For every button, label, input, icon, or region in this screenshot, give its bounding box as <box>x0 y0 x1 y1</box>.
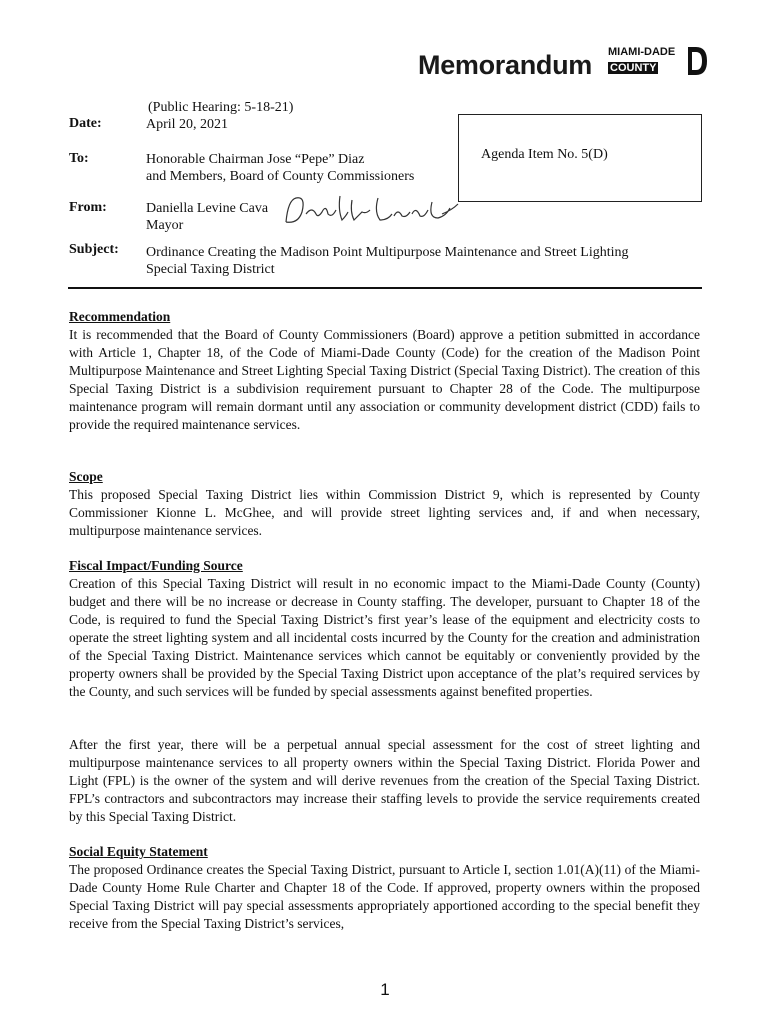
logo-line2: COUNTY <box>610 62 657 74</box>
logo-line1: MIAMI-DADE <box>608 46 676 58</box>
subject-label: Subject: <box>69 242 119 257</box>
fiscal-heading: Fiscal Impact/Funding Source <box>69 558 243 573</box>
logo-shape-icon <box>686 46 708 76</box>
recommendation-heading: Recommendation <box>69 309 171 324</box>
date-label: Date: <box>69 116 102 131</box>
to-label: To: <box>69 151 89 166</box>
signature <box>282 190 462 230</box>
county-logo <box>608 46 704 76</box>
section-recommendation <box>69 308 700 434</box>
to-line1: Honorable Chairman Jose “Pepe” Diaz <box>146 152 365 167</box>
subject-line2: Special Taxing District <box>146 262 275 277</box>
from-line1: Daniella Levine Cava <box>146 201 269 216</box>
fiscal-text-1: Creation of this Special Taxing District will result in no economic impact to the Miami-Dade County (County) budget and there will be no increase or decrease in County staffing. The developer, pursuant to Chapter 18 of the Code, is required to fund the Special Taxing District’s first year’s lease of the equipment and electricity costs to operate the street lighting system and all incidental costs incurred by the County for the creation and administration of the Special Taxing District. Maintenance services which cannot be equitably or conveniently provided by the property owners shall be provided by the Special Taxing District upon acceptance of the plat’s required services by the County, and such services will be funded by special assessments against benefited properties. <box>69 576 700 699</box>
to-line2: and Members, Board of County Commissioners <box>146 169 415 184</box>
fiscal-text-2: After the first year, there will be a perpetual annual special assessment for the cost of street lighting and multipurpose maintenance services to all property owners within the Special Taxing District. Florida Power and Light (FPL) is the owner of the system and will derive revenues from the creation of the Special Taxing District. FPL’s contractors and subcontractors may increase their staffing levels to provide the service requirements created by this Special Taxing District. <box>69 737 700 824</box>
from-label: From: <box>69 200 107 215</box>
date-value: April 20, 2021 <box>146 117 229 132</box>
section-fiscal-cont <box>69 736 700 826</box>
scope-text: This proposed Special Taxing District lies within Commission District 9, which is represented by County Commissioner Kionne L. McGhee, and will provide street lighting services and, if and when necessary, multipurpose maintenance services. <box>69 487 700 538</box>
from-line2: Mayor <box>146 218 184 233</box>
agenda-item-box <box>458 114 702 202</box>
memo-title: Memorandum <box>418 50 593 80</box>
header-divider <box>68 287 702 289</box>
agenda-item-text: Agenda Item No. 5(D) <box>481 147 608 162</box>
date-note: (Public Hearing: 5-18-21) <box>148 100 294 115</box>
section-equity <box>69 843 700 933</box>
signature-icon <box>282 190 462 230</box>
equity-heading: Social Equity Statement <box>69 844 208 859</box>
subject-line1: Ordinance Creating the Madison Point Multipurpose Maintenance and Street Lighting <box>146 245 629 260</box>
section-scope <box>69 468 700 540</box>
scope-heading: Scope <box>69 469 103 484</box>
recommendation-text: It is recommended that the Board of County Commissioners (Board) approve a petition submitted in accordance with Article 1, Chapter 18, of the Code of Miami-Dade County (Code) for the creation of the Madison Point Multipurpose Maintenance and Street Lighting Special Taxing District (Special Taxing District). The creation of this Special Taxing District is a subdivision requirement pursuant to Chapter 28 of the Code. The multipurpose maintenance program will remain dormant until any association or community development district (CDD) fails to provide the required maintenance services. <box>69 327 700 432</box>
section-fiscal <box>69 557 700 701</box>
page-number: 1 <box>380 980 390 999</box>
equity-text: The proposed Ordinance creates the Special Taxing District, pursuant to Article I, section 1.01(A)(11) of the Miami-Dade County Home Rule Charter and Chapter 18 of the Code. If approved, property owners within the proposed Special Taxing District will pay special assessments appropriately apportioned according to the special benefit they receive from the Special Taxing District’s services, <box>69 862 700 931</box>
